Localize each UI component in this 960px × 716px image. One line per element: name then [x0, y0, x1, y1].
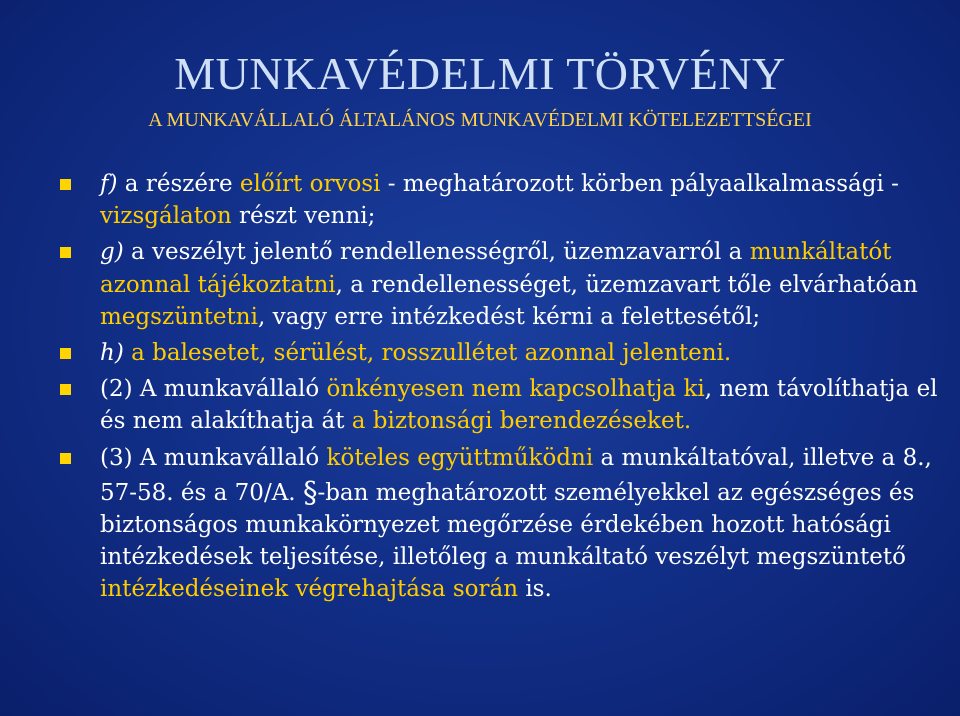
item-text: , a rendellenességet, üzemzavart tőle elvárhatóan	[335, 271, 918, 298]
item-text: -ban meghatározott személyekkel az egészséges és biztonságos munkakörnyezet megőrzése érdekében hozott hatósági intézkedések teljesítése, illetőleg a munkáltató veszélyt megszüntető	[100, 479, 915, 571]
section-sign: §	[302, 474, 318, 509]
item-label: g)	[100, 239, 124, 266]
list-item-h	[60, 337, 940, 369]
bullet-list	[60, 168, 940, 610]
item-text: a részére	[117, 171, 240, 197]
list-item-g	[60, 236, 940, 333]
list-item-f	[60, 168, 940, 232]
item-text: (2) A munkavállaló	[100, 376, 327, 403]
item-text: is.	[518, 576, 552, 603]
item-text: a veszélyt jelentő rendellenességről, üzemzavarról a	[123, 239, 750, 266]
item-highlight: a biztonsági berendezéseket.	[351, 408, 692, 435]
item-highlight: vizsgálaton	[100, 203, 232, 230]
item-text: részt venni;	[231, 203, 376, 230]
square-bullet-icon	[60, 179, 71, 190]
item-text: , vagy erre intézkedést kérni a felettesétől;	[257, 303, 761, 330]
item-text: a munkáltatóval, illetve a 8., 57-58. és a 70/A.	[100, 444, 932, 506]
item-highlight: intézkedéseinek végrehajtása során	[100, 576, 519, 603]
square-bullet-icon	[60, 247, 71, 258]
item-label: f)	[100, 171, 118, 197]
square-bullet-icon	[60, 453, 71, 464]
item-text: , nem távolíthatja el és nem alakíthatja át	[100, 376, 938, 435]
list-item-paragraph-3	[60, 442, 940, 606]
square-bullet-icon	[60, 384, 71, 395]
item-highlight: munkáltatót azonnal tájékoztatni	[100, 239, 892, 298]
slide-title: MUNKAVÉDELMI TÖRVÉNY	[174, 48, 786, 99]
item-highlight: a balesetet, sérülést, rosszullétet azonnal jelenteni.	[123, 340, 732, 367]
item-highlight: köteles együttműködni	[326, 444, 594, 471]
item-label: h)	[100, 340, 124, 367]
item-highlight: önkényesen nem kapcsolhatja ki	[326, 376, 705, 403]
list-item-paragraph-2	[60, 373, 940, 437]
item-text: - meghatározott körben pályaalkalmassági -	[380, 171, 899, 197]
slide-subtitle: A MUNKAVÁLLALÓ ÁLTALÁNOS MUNKAVÉDELMI KÖTELEZETTSÉGEI	[148, 109, 812, 131]
item-text: (3) A munkavállaló	[100, 444, 327, 471]
item-highlight: megszüntetni	[100, 303, 258, 330]
square-bullet-icon	[60, 348, 71, 359]
item-highlight: előírt orvosi	[239, 171, 381, 197]
